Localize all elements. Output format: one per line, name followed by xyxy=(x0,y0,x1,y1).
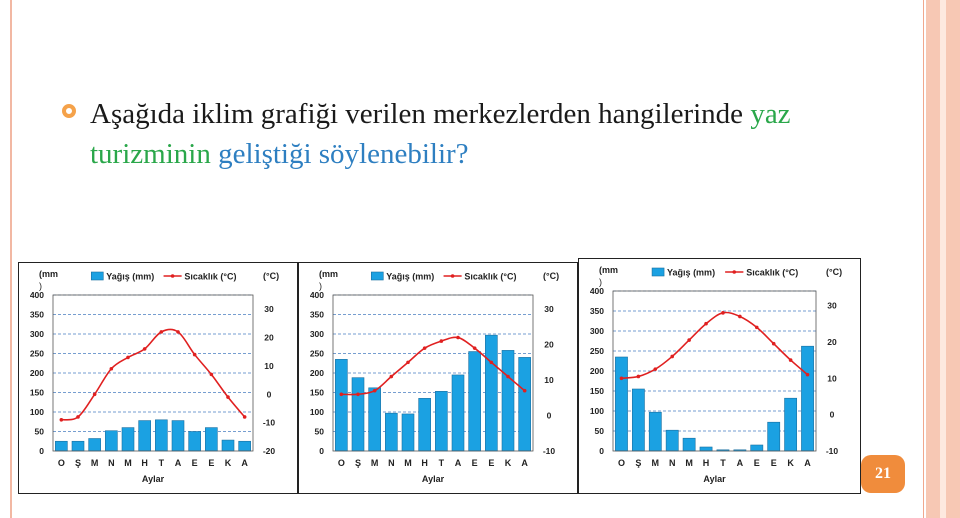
left-axis-unit-tail: ) xyxy=(319,281,322,291)
precipitation-bar xyxy=(419,398,431,451)
temperature-point xyxy=(806,373,810,377)
right-frame-line xyxy=(923,0,924,518)
temperature-point xyxy=(60,418,64,422)
legend-bar-swatch xyxy=(91,272,103,280)
question-space xyxy=(211,138,218,170)
legend-line-marker xyxy=(171,274,175,278)
temperature-point xyxy=(423,346,427,350)
temperature-point xyxy=(193,353,197,357)
month-label: A xyxy=(241,458,248,468)
temperature-point xyxy=(160,330,164,334)
temperature-point xyxy=(789,358,793,362)
left-tick-label: 100 xyxy=(589,406,604,416)
month-label: E xyxy=(753,458,760,468)
temperature-point xyxy=(243,415,247,419)
temperature-point xyxy=(93,392,97,396)
slide-number-badge xyxy=(861,455,905,493)
bullet-icon xyxy=(62,104,76,118)
right-tick-label: 10 xyxy=(544,375,554,386)
temperature-point xyxy=(390,375,394,379)
temperature-line xyxy=(621,312,807,378)
temperature-point xyxy=(126,356,130,360)
precipitation-bar xyxy=(402,414,414,451)
month-label: H xyxy=(141,458,148,468)
temperature-point xyxy=(620,376,624,380)
month-label: E xyxy=(191,458,198,468)
climate-chart-3-svg xyxy=(579,259,860,493)
month-label: E xyxy=(770,458,777,468)
legend-line-label: Sıcaklık (°C) xyxy=(184,271,237,282)
temperature-point xyxy=(456,336,460,340)
month-label: N xyxy=(108,458,115,468)
temperature-point xyxy=(687,338,691,342)
temperature-point xyxy=(490,361,494,365)
right-axis-unit: (°C) xyxy=(826,267,843,277)
climate-chart-1-svg xyxy=(19,263,297,493)
left-axis-unit: (mm xyxy=(599,265,619,275)
left-tick-label: 300 xyxy=(309,329,324,339)
left-tick-label: 250 xyxy=(309,348,324,359)
temperature-line xyxy=(61,329,244,419)
month-label: M xyxy=(370,458,379,468)
left-tick-label: 150 xyxy=(589,386,604,396)
month-label: A xyxy=(521,458,528,468)
legend-line-marker xyxy=(451,274,455,278)
precipitation-bar xyxy=(666,430,678,451)
left-tick-label: 50 xyxy=(594,426,604,436)
precipitation-bar xyxy=(172,421,184,451)
legend-bar-swatch xyxy=(371,272,383,280)
left-axis-unit: (mm xyxy=(319,269,339,279)
left-tick-label: 100 xyxy=(29,407,44,417)
month-label: Ş xyxy=(354,458,362,468)
month-label: Ş xyxy=(635,458,642,468)
temperature-point xyxy=(637,375,641,379)
right-tick-label: 10 xyxy=(264,360,274,371)
temperature-point xyxy=(110,367,114,371)
month-label: M xyxy=(124,458,132,468)
precipitation-bar xyxy=(335,359,347,451)
left-tick-label: 400 xyxy=(589,286,604,296)
month-label: T xyxy=(720,458,726,468)
left-tick-label: 200 xyxy=(309,368,324,378)
temperature-point xyxy=(143,347,147,351)
precipitation-bar xyxy=(122,428,134,451)
temperature-markers xyxy=(620,311,810,380)
temperature-point xyxy=(373,389,377,393)
precipitation-bar xyxy=(205,428,217,451)
temperature-point xyxy=(772,342,776,346)
precipitation-bar xyxy=(189,432,201,452)
legend-bar-swatch xyxy=(652,268,664,276)
precipitation-bar xyxy=(385,413,397,451)
temperature-point xyxy=(653,367,657,371)
right-tick-label: 30 xyxy=(544,304,554,315)
left-tick-label: 100 xyxy=(309,407,324,417)
climate-chart-3 xyxy=(578,258,861,494)
month-label: E xyxy=(471,458,478,468)
precipitation-bar xyxy=(683,438,695,451)
precipitation-bar xyxy=(519,357,531,451)
month-label: A xyxy=(804,458,811,468)
temperature-point xyxy=(755,326,759,330)
right-tick-label: -10 xyxy=(825,446,839,456)
month-label: A xyxy=(736,458,744,468)
right-tick-label: -10 xyxy=(262,417,276,428)
question-blue-phrase: geliştiği söylenebilir? xyxy=(218,138,469,170)
precipitation-bar xyxy=(435,391,447,451)
temperature-point xyxy=(738,315,742,319)
climate-chart-2 xyxy=(298,262,578,494)
precipitation-bar xyxy=(649,412,661,451)
month-label: T xyxy=(438,458,445,468)
temperature-point xyxy=(721,311,725,315)
slide-number: 21 xyxy=(875,465,891,482)
right-tick-label: 20 xyxy=(827,336,837,347)
left-tick-label: 150 xyxy=(309,387,324,398)
month-label: H xyxy=(702,458,710,468)
right-tick-label: 10 xyxy=(827,373,837,384)
month-label: N xyxy=(668,458,676,468)
left-tick-label: 50 xyxy=(314,426,324,437)
left-tick-label: 300 xyxy=(29,329,44,339)
temperature-point xyxy=(473,346,477,350)
precipitation-bar xyxy=(452,375,464,451)
left-axis-unit-tail: ) xyxy=(39,281,42,291)
month-label: H xyxy=(421,458,428,468)
climate-chart-1 xyxy=(18,262,298,494)
left-tick-label: 350 xyxy=(29,309,44,320)
legend xyxy=(652,268,798,278)
right-tick-label: 0 xyxy=(266,389,272,400)
month-label: A xyxy=(454,458,462,468)
precipitation-bar xyxy=(139,421,151,451)
x-axis-title: Aylar xyxy=(703,474,726,484)
month-label: O xyxy=(337,458,345,468)
temperature-markers xyxy=(60,330,247,422)
right-tick-label: -20 xyxy=(262,446,276,456)
right-tick-label: 0 xyxy=(829,409,835,420)
question-part1: Aşağıda iklim grafiği verilen merkezlerden hangilerinde xyxy=(90,98,751,130)
month-label: T xyxy=(158,458,165,468)
x-axis-title: Aylar xyxy=(421,474,445,484)
precipitation-bar xyxy=(485,335,497,451)
left-tick-label: 0 xyxy=(319,446,324,456)
temperature-point xyxy=(523,389,527,393)
left-tick-label: 0 xyxy=(599,446,604,456)
temperature-point xyxy=(356,392,360,396)
left-tick-label: 300 xyxy=(589,326,604,336)
right-tick-label: 30 xyxy=(264,304,274,315)
temperature-point xyxy=(76,415,80,419)
legend-bar-label: Yağış (mm) xyxy=(667,267,716,278)
month-label: K xyxy=(787,458,794,468)
left-tick-label: 50 xyxy=(34,426,44,437)
left-tick-label: 350 xyxy=(589,306,604,316)
precipitation-bar xyxy=(700,447,712,451)
legend-line-label: Sıcaklık (°C) xyxy=(746,267,799,278)
precipitation-bar xyxy=(785,398,797,451)
legend-bar-label: Yağış (mm) xyxy=(386,271,435,282)
temperature-point xyxy=(704,322,708,326)
precipitation-bar xyxy=(105,431,117,451)
month-label: O xyxy=(617,458,625,468)
left-tick-label: 400 xyxy=(29,290,44,300)
temperature-point xyxy=(440,339,444,343)
right-tick-label: 30 xyxy=(827,300,837,311)
question-text xyxy=(90,94,850,174)
precipitation-bar xyxy=(155,420,167,451)
left-tick-label: 200 xyxy=(29,368,44,378)
left-tick-label: 200 xyxy=(589,366,604,376)
temperature-point xyxy=(406,361,410,365)
month-label: N xyxy=(388,458,395,468)
precipitation-bar xyxy=(469,352,481,451)
bar-series xyxy=(55,420,250,451)
month-label: M xyxy=(651,458,660,468)
right-tick-label: 20 xyxy=(544,339,554,350)
x-axis-title: Aylar xyxy=(141,474,165,484)
left-tick-label: 400 xyxy=(309,290,324,300)
month-label: E xyxy=(208,458,215,468)
left-tick-label: 250 xyxy=(29,348,44,359)
legend xyxy=(371,272,516,282)
left-axis-unit-tail: ) xyxy=(599,277,602,287)
month-label: M xyxy=(404,458,412,468)
right-axis-unit: (°C) xyxy=(543,271,560,281)
month-label: M xyxy=(685,458,693,468)
right-tick-label: -10 xyxy=(542,446,556,456)
right-decor-stripe xyxy=(940,0,946,518)
month-label: K xyxy=(504,458,512,468)
legend-line-marker xyxy=(732,270,736,274)
right-tick-label: 20 xyxy=(264,332,274,343)
legend xyxy=(91,272,236,282)
month-label: Ş xyxy=(74,458,82,468)
right-tick-label: 0 xyxy=(546,410,552,421)
precipitation-bar xyxy=(768,422,780,451)
precipitation-bar xyxy=(632,389,644,451)
temperature-point xyxy=(670,355,674,359)
precipitation-bar xyxy=(222,440,234,451)
precipitation-bar xyxy=(801,346,813,451)
left-frame-line xyxy=(10,0,12,518)
precipitation-bar xyxy=(352,378,364,451)
bar-series xyxy=(615,346,813,451)
left-tick-label: 150 xyxy=(29,387,44,398)
month-label: K xyxy=(224,458,232,468)
left-tick-label: 250 xyxy=(589,346,604,356)
month-label: A xyxy=(174,458,182,468)
climate-chart-2-svg xyxy=(299,263,577,493)
right-axis-unit: (°C) xyxy=(263,271,280,281)
legend-bar-label: Yağış (mm) xyxy=(106,271,155,282)
temperature-point xyxy=(226,395,230,399)
month-label: M xyxy=(90,458,99,468)
temperature-point xyxy=(506,375,510,379)
temperature-point xyxy=(176,330,180,334)
precipitation-bar xyxy=(72,441,84,451)
precipitation-bar xyxy=(751,445,763,451)
temperature-point xyxy=(210,373,214,377)
precipitation-bar xyxy=(369,388,381,451)
precipitation-bar xyxy=(615,357,627,451)
left-tick-label: 350 xyxy=(309,309,324,320)
legend-line-label: Sıcaklık (°C) xyxy=(464,271,517,282)
temperature-point xyxy=(340,392,344,396)
month-label: E xyxy=(488,458,495,468)
month-label: O xyxy=(57,458,65,468)
left-tick-label: 0 xyxy=(39,446,44,456)
precipitation-bar xyxy=(239,441,251,451)
precipitation-bar xyxy=(89,439,101,451)
precipitation-bar xyxy=(502,350,514,451)
question-green-phrase: yaz turizminin xyxy=(90,98,791,170)
precipitation-bar xyxy=(55,441,67,451)
left-axis-unit: (mm xyxy=(39,269,59,279)
